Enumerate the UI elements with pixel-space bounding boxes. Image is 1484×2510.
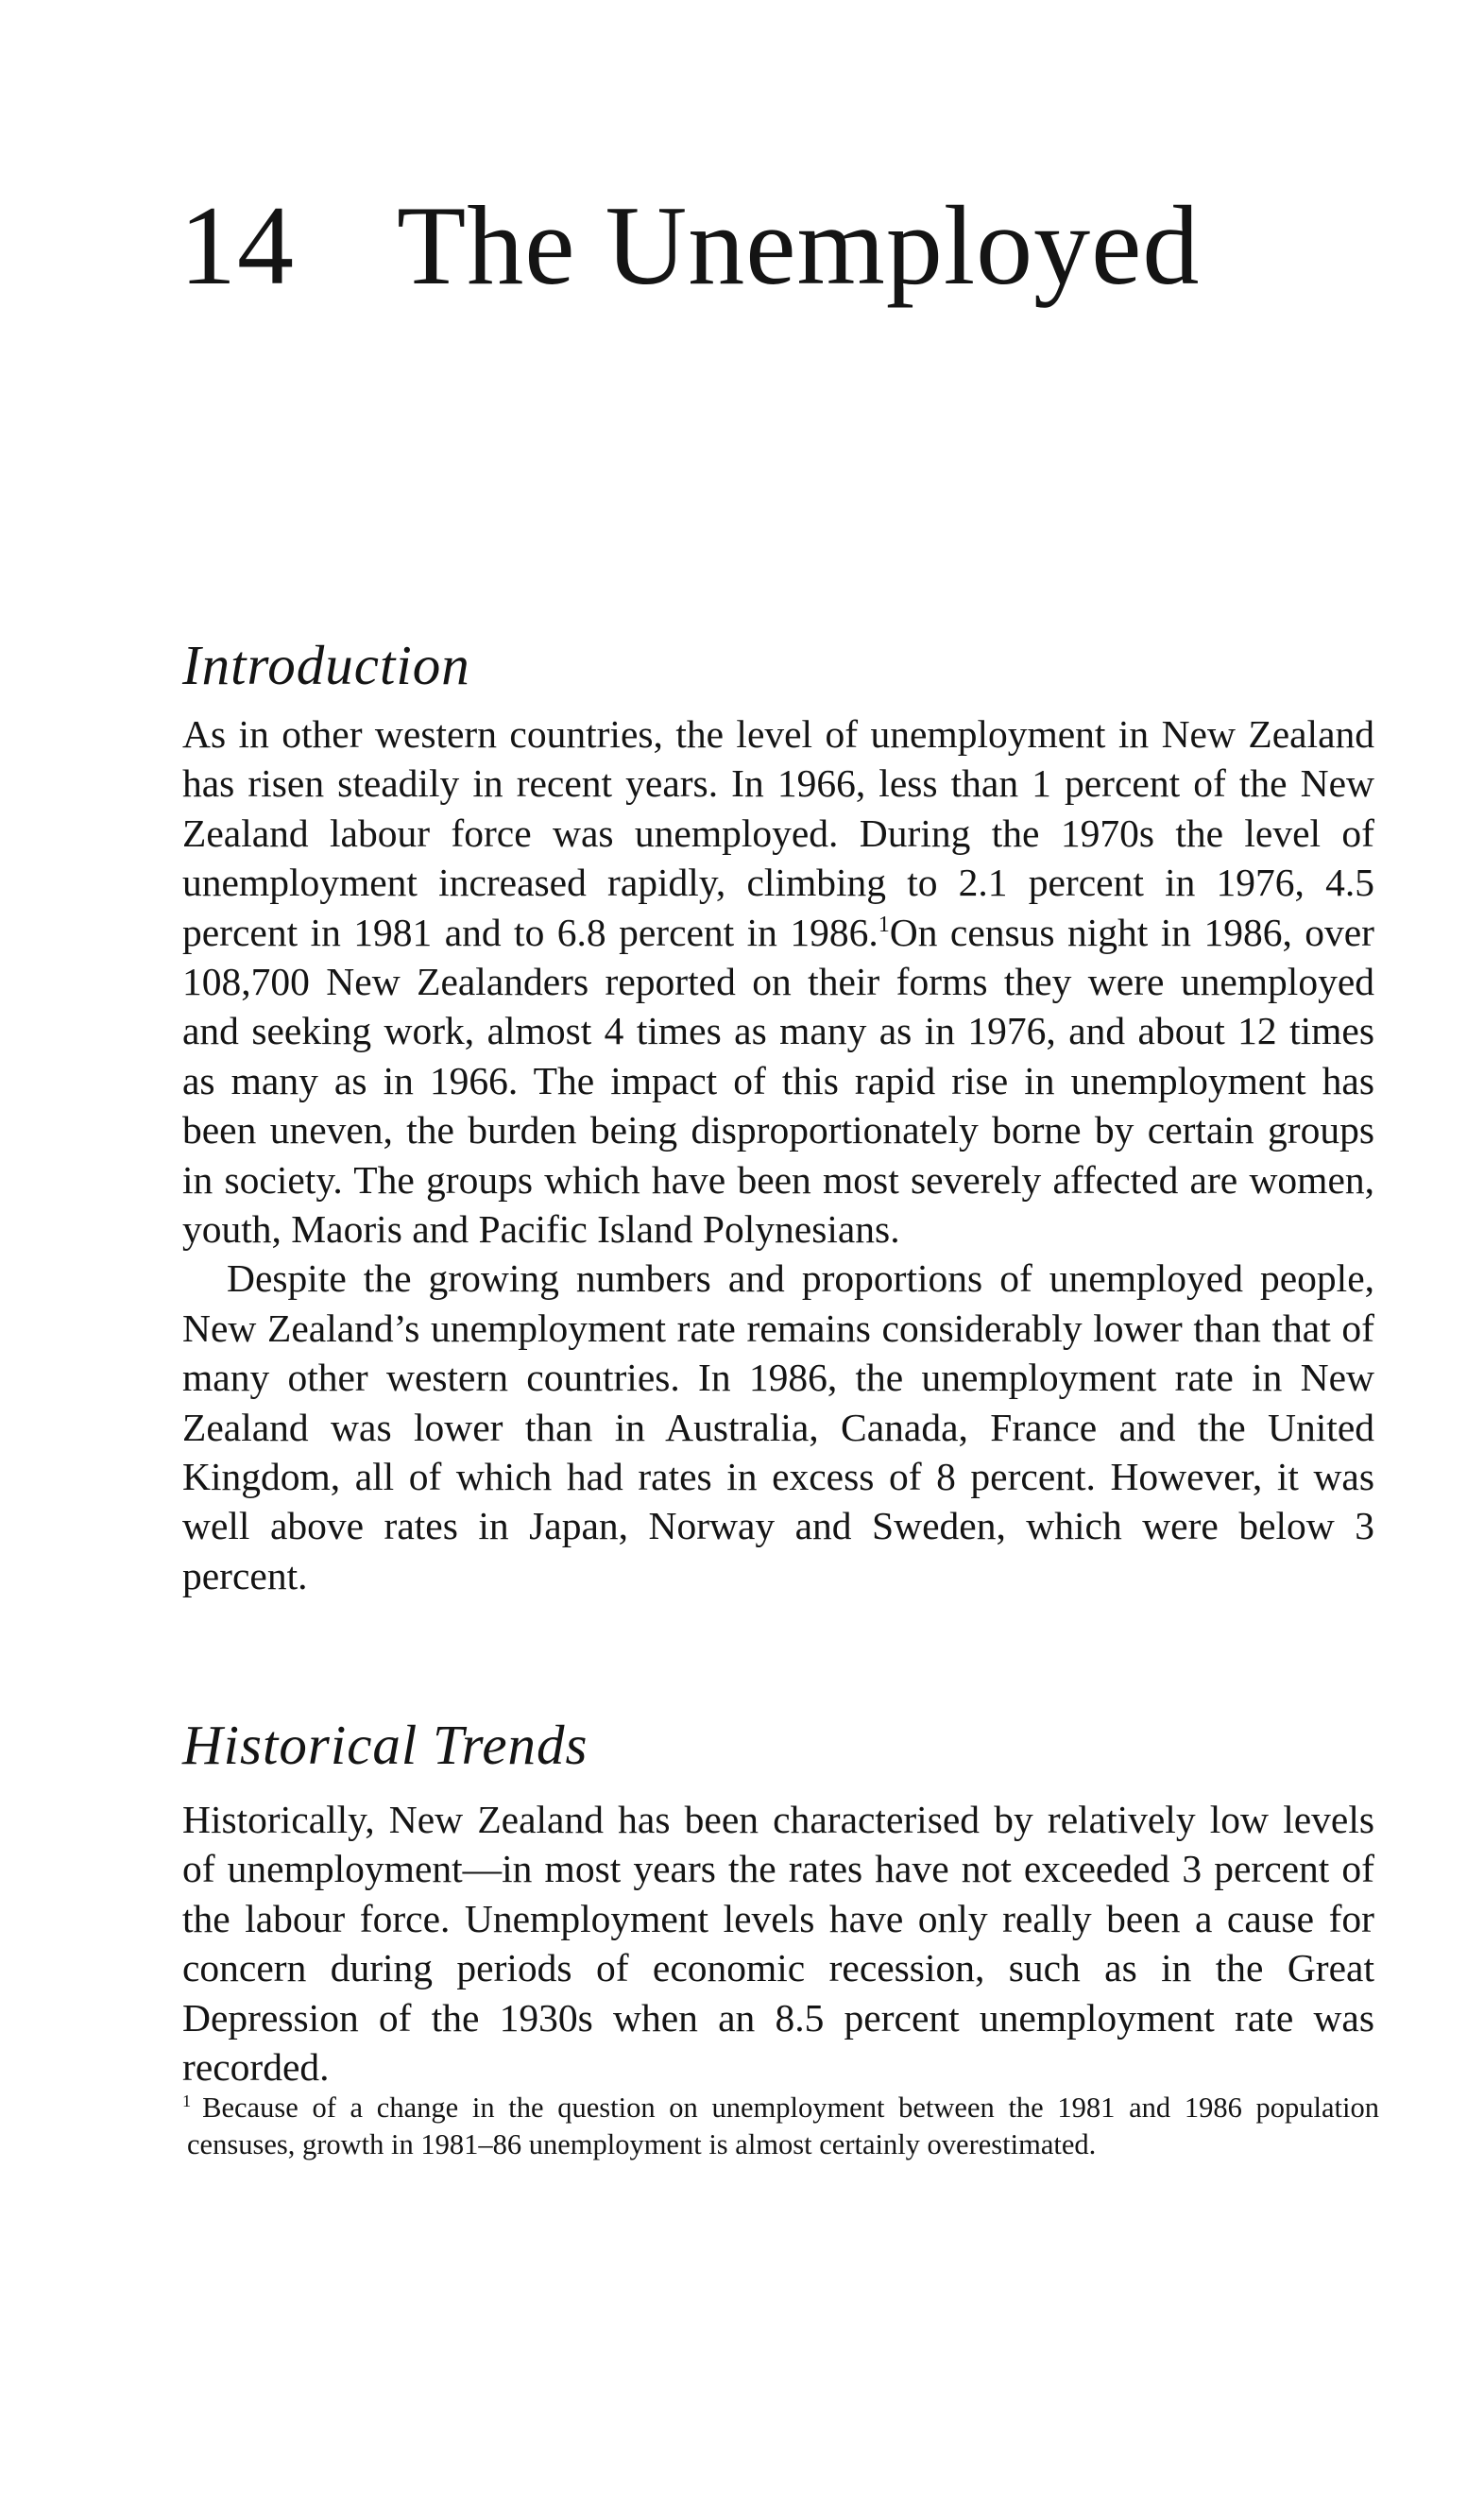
historical-trends-paragraph-1: Historically, New Zealand has been characterised by relatively low levels of unemployment—in most years the rates have not exceeded 3 percent of the labour force. Unemployment levels have only really been a cause for concern during periods of economic recession, such as in the Great Depression of the 1930s when an 8.5 percent unemployment rate was recorded.: [182, 1797, 1374, 2089]
introduction-paragraph-1: [182, 709, 1374, 1254]
section-heading-historical-trends: Historical Trends: [182, 1714, 588, 1776]
footnote-reference: 1: [878, 912, 890, 937]
historical-trends-section: [182, 1715, 1374, 2092]
chapter-title: The Unemployed: [397, 182, 1201, 308]
footnote-text: Because of a change in the question on unemployment between the 1981 and 1986 population censuses, growth in 1981–86 unemployment is almost certainly overestimated.: [187, 2092, 1379, 2160]
introduction-section: [182, 635, 1374, 1600]
footnote-marker: 1: [182, 2092, 192, 2111]
chapter-heading: [179, 182, 1201, 308]
introduction-paragraph-1-text-b: On census night in 1986, over 108,700 New Zealanders reported on their forms they were unemployed and seeking work, almost 4 times as many as in 1976, and about 12 times as many as in 1966. The impact of this rapid rise in unemployment has been uneven, the burden being disproportionately borne by certain groups in society. The groups which have been most severely affected are women, youth, Maoris and Pacific Island Polynesians.: [182, 910, 1374, 1251]
section-heading-introduction: Introduction: [182, 634, 470, 696]
footnote: [182, 2090, 1379, 2163]
chapter-number: 14: [179, 182, 295, 308]
introduction-paragraph-2: Despite the growing numbers and proportions of unemployed people, New Zealand’s unemployment rate remains considerably lower than that of many other western countries. In 1986, the unemployment rate in New Zealand was lower than in Australia, Canada, France and the United Kingdom, all of which had rates in excess of 8 percent. However, it was well above rates in Japan, Norway and Sweden, which were below 3 percent.: [182, 1256, 1374, 1597]
introduction-paragraph-1-text-a: As in other western countries, the level of unemployment in New Zealand has risen steadily in recent years. In 1966, less than 1 percent of the New Zealand labour force was unemployed. During the 1970s the level of unemployment increased rapidly, climbing to 2.1 percent in 1976, 4.5 percent in 1981 and to 6.8 percent in 1986.: [182, 711, 1374, 954]
